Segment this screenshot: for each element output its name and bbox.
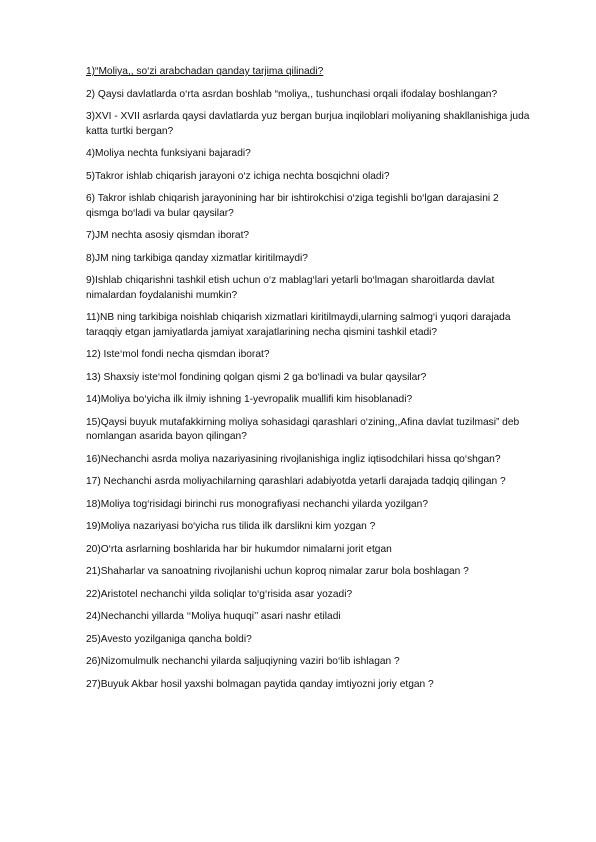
question-text: 8)JM ning tarkibiga qanday xizmatlar kiritilmaydi? <box>86 252 308 264</box>
question-item <box>86 543 532 558</box>
question-item <box>86 453 532 468</box>
question-text: 5)Takror ishlab chiqarish jarayoni o‘z ichiga nechta bosqichni oladi? <box>86 170 390 182</box>
question-text: 15)Qaysi buyuk mutafakkirning moliya sohasidagi qarashlari o‘zining,,Afina davlat tuzilmasi” deb nomlangan asarida bayon qilingan? <box>86 416 520 442</box>
question-item <box>86 65 532 80</box>
question-text: 1)“Moliya,, so‘zi arabchadan qanday tarjima qilinadi? <box>86 66 324 77</box>
question-item <box>86 192 532 221</box>
question-item <box>86 252 532 267</box>
question-text: 16)Nechanchi asrda moliya nazariyasining rivojlanishiga ingliz iqtisodchilari hissa qo‘shgan? <box>86 453 501 465</box>
question-text: 12) Iste‘mol fondi necha qismdan iborat? <box>86 349 270 360</box>
question-text: 19)Moliya nazariyasi bo‘yicha rus tilida ilk darslikni kim yozgan ? <box>86 521 376 532</box>
question-item <box>86 88 532 103</box>
question-item <box>86 655 532 670</box>
question-text: 11)NB ning tarkibiga noishlab chiqarish xizmatlari kiritilmaydi,ularning salmog‘i yuqori darajada taraqqiy etgan jamiyatlarda jamiyat xarajatlarining necha qismini tashkil etadi? <box>86 312 511 338</box>
question-item <box>86 393 532 408</box>
question-text: 13) Shaxsiy iste‘mol fondining qolgan qismi 2 ga bo‘linadi va bular qaysilar? <box>86 371 427 383</box>
question-item <box>86 229 532 244</box>
question-text: 9)Ishlab chiqarishni tashkil etish uchun o‘z mablag‘lari yetarli bo‘lmagan sharoitlarda davlat nimalardan foydalanishi mumkin? <box>86 275 495 301</box>
question-item <box>86 610 532 625</box>
question-item <box>86 520 532 535</box>
question-item <box>86 274 532 303</box>
question-text: 21)Shaharlar va sanoatning rivojlanishi uchun koproq nimalar zarur bola boshlagan ? <box>86 566 469 577</box>
question-item <box>86 588 532 603</box>
question-text: 6) Takror ishlab chiqarish jarayonining har bir ishtirokchisi o‘ziga tegishli bo‘lgan darajasini 2 qismga bo‘ladi va bular qaysilar? <box>86 193 499 219</box>
question-text: 18)Moliya tog‘risidagi birinchi rus monografiyasi nechanchi yilarda yozilgan? <box>86 498 429 510</box>
question-text: 25)Avesto yozilganiga qancha boldi? <box>86 633 252 645</box>
question-item <box>86 147 532 162</box>
question-text: 24)Nechanchi yillarda ‘‘Moliya huquqi’’ asari nashr etiladi <box>86 611 341 622</box>
question-item <box>86 565 532 580</box>
question-item <box>86 416 532 445</box>
question-text: 17) Nechanchi asrda moliyachilarning qarashlari adabiyotda yetarli darajada tadqiq qilingan ? <box>86 476 506 487</box>
question-item <box>86 475 532 490</box>
question-item <box>86 110 532 139</box>
question-item <box>86 498 532 513</box>
question-item <box>86 633 532 648</box>
question-item <box>86 170 532 185</box>
question-text: 2) Qaysi davlatlarda o‘rta asrdan boshlab “moliya,, tushunchasi orqali ifodalay boshlangan? <box>86 88 498 100</box>
question-item <box>86 348 532 363</box>
question-item <box>86 311 532 340</box>
question-text: 3)XVI - XVII asrlarda qaysi davlatlarda yuz bergan burjua inqiloblari moliyaning shakllanishiga juda katta turtki bergan? <box>86 111 530 137</box>
question-list <box>86 65 532 700</box>
question-text: 20)O‘rta asrlarning boshlarida har bir hukumdor nimalarni jorit etgan <box>86 543 392 555</box>
question-item <box>86 678 532 693</box>
question-text: 27)Buyuk Akbar hosil yaxshi bolmagan paytida qanday imtiyozni joriy etgan ? <box>86 678 434 690</box>
question-text: 26)Nizomulmulk nechanchi yilarda saljuqiyning vaziri bo‘lib ishlagan ? <box>86 656 400 667</box>
question-text: 7)JM nechta asosiy qismdan iborat? <box>86 230 250 241</box>
question-text: 4)Moliya nechta funksiyani bajaradi? <box>86 148 251 159</box>
question-text: 14)Moliya bo‘yicha ilk ilmiy ishning 1-yevropalik muallifi kim hisoblanadi? <box>86 394 413 405</box>
question-item <box>86 371 532 386</box>
question-text: 22)Aristotel nechanchi yilda soliqlar to‘g‘risida asar yozadi? <box>86 588 353 600</box>
